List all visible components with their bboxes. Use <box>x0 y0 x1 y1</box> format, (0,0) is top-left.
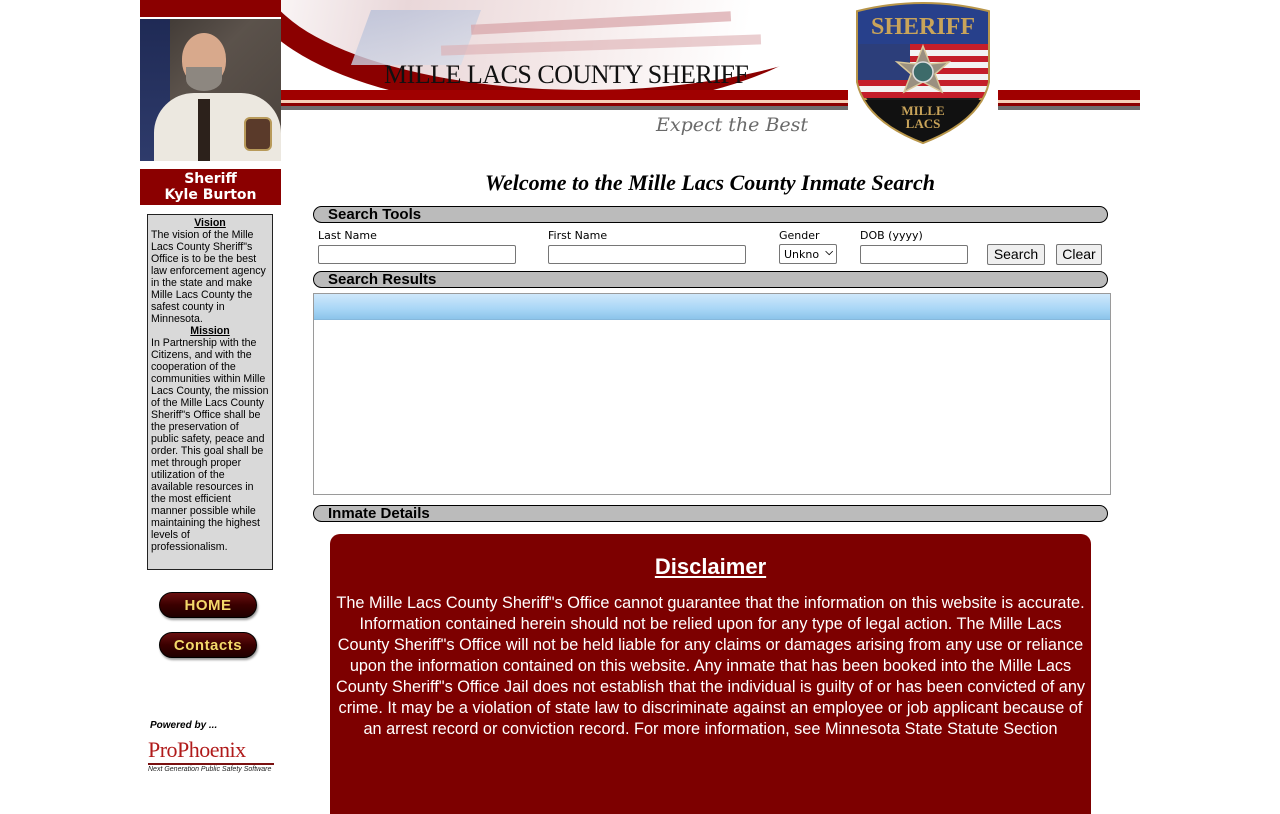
sheriff-badge-logo <box>850 2 996 145</box>
header-rule <box>281 90 848 100</box>
last-name-input[interactable] <box>318 245 516 264</box>
last-name-label: Last Name <box>318 229 377 242</box>
first-name-label: First Name <box>548 229 608 242</box>
vendor-tagline: Next Generation Public Safety Software <box>148 766 272 773</box>
search-tools-heading: Search Tools <box>328 206 422 223</box>
mission-text: In Partnership with the Citizens, and with the cooperation of the communities within Mille Lacs County, the mission of the Mille Lacs County Sheriff"s Office shall be the preservation of public safety, peace and order. This goal shall be met through proper utilization of the available resources in the most efficient manner possible while maintaining the highest levels of professionalism. <box>151 337 269 553</box>
vision-heading: Vision <box>194 217 226 229</box>
photo-beard <box>186 67 222 91</box>
sheriff-name: Kyle Burton <box>164 187 257 203</box>
sheriff-title: Sheriff <box>184 171 237 187</box>
header-rule <box>998 106 1140 110</box>
clear-button[interactable]: Clear <box>1056 244 1102 265</box>
site-title: MILLE LACS COUNTY SHERIFF <box>384 60 749 89</box>
gender-select[interactable] <box>779 244 837 264</box>
badge-icon <box>850 2 996 145</box>
search-results-header <box>313 271 1108 288</box>
results-grid-header <box>314 294 1110 320</box>
dob-input[interactable] <box>860 245 968 264</box>
sheriff-nameplate <box>140 169 281 205</box>
inmate-details-header <box>313 505 1108 522</box>
header-left-bar <box>140 0 281 17</box>
vendor-logo-text: ProPhoenix <box>148 737 246 762</box>
disclaimer-title: Disclaimer <box>654 554 767 579</box>
svg-text:SHERIFF: SHERIFF <box>870 14 976 40</box>
svg-text:MILLE: MILLE <box>901 103 945 118</box>
home-button[interactable]: HOME <box>159 592 257 618</box>
photo-patch <box>244 117 272 151</box>
photo-tie <box>198 99 210 161</box>
contacts-button[interactable]: Contacts <box>159 632 257 658</box>
banner-stars <box>351 10 481 65</box>
first-name-input[interactable] <box>548 245 746 264</box>
search-results-heading: Search Results <box>328 271 437 288</box>
page <box>140 0 1140 800</box>
page-title: Welcome to the Mille Lacs County Inmate Search <box>485 170 935 195</box>
dob-label: DOB (yyyy) <box>860 229 923 242</box>
tagline: Expect the Best <box>656 114 809 136</box>
svg-text:LACS: LACS <box>905 116 941 131</box>
search-button[interactable]: Search <box>987 244 1045 265</box>
gender-selected-value: Unkno <box>784 248 820 261</box>
disclaimer-body: The Mille Lacs County Sheriff"s Office cannot guarantee that the information on this website is accurate. Information contained herein should not be relied upon for any type of legal action. The Mille Lacs County Sheriff"s Office will not be held liable for any claims or damages arising from any use or reliance upon the information contained on this website. Any inmate that has been booked into the Mille Lacs County Sheriff"s Office Jail does not establish that the individual is guilty of or has been convicted of any crime. It may be a violation of state law to discriminate against an employee or job applicant because of an arrest record or conviction record. For more information, see Minnesota State Statute Section <box>335 594 1086 738</box>
disclaimer-panel <box>330 534 1091 814</box>
search-results-grid[interactable] <box>313 293 1111 495</box>
mission-heading: Mission <box>190 325 230 337</box>
header-rule <box>281 106 848 110</box>
vendor-logo-rule <box>148 763 274 765</box>
prophoenix-logo[interactable] <box>148 738 274 778</box>
vision-text: The vision of the Mille Lacs County Sheriff"s Office is to be the best law enforcement agency in the state and make Mille Lacs County the safest county in Minnesota. <box>151 229 266 325</box>
chevron-down-icon: ⌵ <box>825 247 833 258</box>
search-tools-header <box>313 206 1108 223</box>
gender-label: Gender <box>779 229 820 242</box>
header-rule <box>998 90 1140 100</box>
powered-by-label: Powered by ... <box>150 720 218 731</box>
inmate-details-heading: Inmate Details <box>328 505 430 522</box>
vision-mission-panel <box>147 214 273 570</box>
sheriff-photo <box>140 19 281 161</box>
